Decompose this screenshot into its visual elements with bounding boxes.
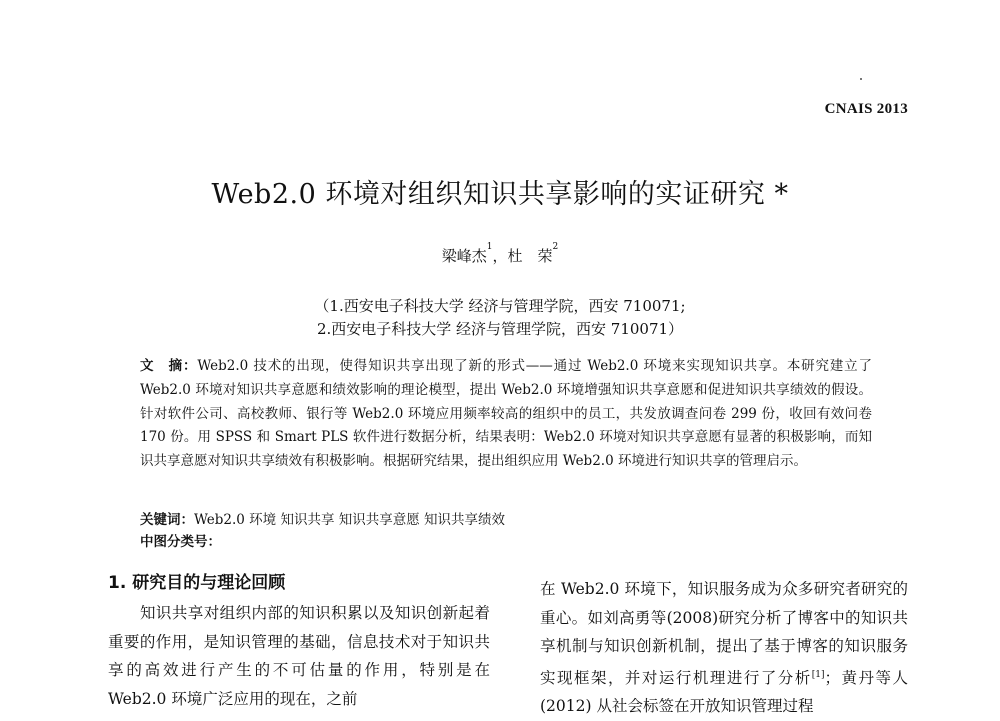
keywords xyxy=(140,508,505,528)
abstract xyxy=(140,355,872,474)
classification xyxy=(140,530,221,550)
author-2-name: 杜 荣 xyxy=(507,247,553,265)
paper-title: Web2.0 环境对组织知识共享影响的实证研究 * xyxy=(211,179,789,210)
keywords-label: 关键词： xyxy=(140,512,194,528)
citation-ref: [1] xyxy=(811,669,825,680)
body-right-text-a: 在 Web2.0 环境下，知识服务成为众多研究者研究的重心。如刘高勇等(2008)研究分析了博客中的知识共享机制与知识创新机制，提出了基于博客的知识服务实现框架，并对运行机理进行了分析 xyxy=(540,580,908,687)
conference-tag: CNAIS 2013 xyxy=(824,101,908,117)
section-heading: 1. 研究目的与理论回顾 xyxy=(108,573,286,593)
abstract-label: 文 摘： xyxy=(140,358,198,374)
author-2-affil-mark: 2 xyxy=(552,242,559,252)
abstract-text: Web2.0 技术的出现，使得知识共享出现了新的形式——通过 Web2.0 环境来实现知识共享。本研究建立了 Web2.0 环境对知识共享意愿和绩效影响的理论模型，提出 Web2.0 环境增强知识共享意愿和促进知识共享绩效的假设。针对软件公司、高校教师、银行等 Web2.0 环境应用频率较高的组织中的员工，共发放调查问卷 299 份，收回有效问卷 170 份。用 SPSS 和 Smart PLS 软件进行数据分析，结果表明：Web2.0 环境对知识共享意愿有显著的积极影响，而知识共享意愿对知识共享绩效有积极影响。根据研究结果，提出组织应用 Web2.0 环境进行知识共享的管理启示。 xyxy=(140,358,873,470)
body-right-text-b: ；黄丹等人(2012) 从社会标签在开放知识管理过程 xyxy=(540,668,908,716)
author-line xyxy=(0,242,1000,266)
affiliation-1: （1.西安电子科技大学 经济与管理学院，西安 710071; xyxy=(314,297,686,315)
classification-label: 中图分类号： xyxy=(140,534,221,550)
scan-speck xyxy=(860,78,862,80)
body-left-column: 知识共享对组织内部的知识积累以及知识创新起着重要的作用，是知识管理的基础，信息技术对于知识共享的高效进行产生的不可估量的作用，特别是在 Web2.0 环境广泛应用的现在，之前 xyxy=(108,604,490,708)
keywords-text: Web2.0 环境 知识共享 知识共享意愿 知识共享绩效 xyxy=(194,512,506,528)
body-right-column xyxy=(540,575,908,721)
author-1-name: 梁峰杰 xyxy=(441,247,487,265)
author-separator: ， xyxy=(492,247,508,265)
author-1-affil-mark: 1 xyxy=(486,242,493,252)
affiliation-2: 2.西安电子科技大学 经济与管理学院，西安 710071） xyxy=(316,320,684,338)
